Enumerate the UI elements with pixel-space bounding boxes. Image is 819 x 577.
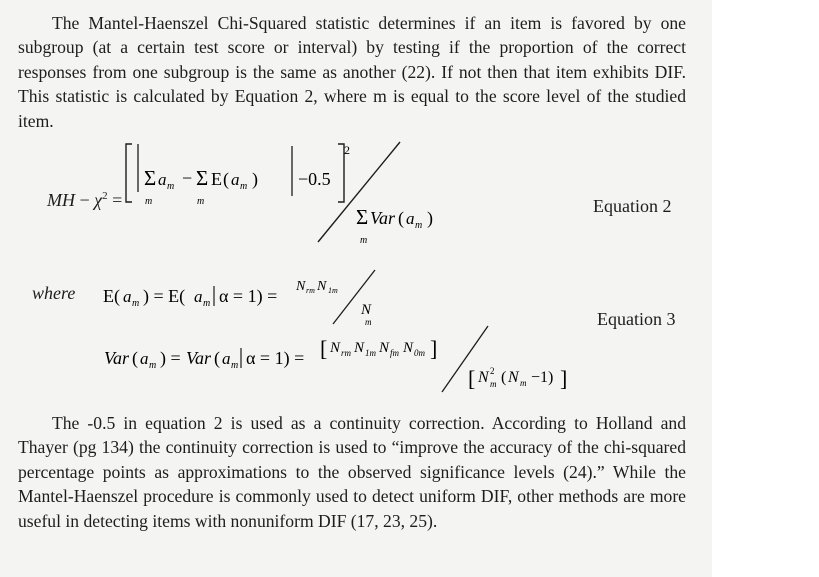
svg-text:m: m	[149, 360, 157, 371]
svg-text:m: m	[365, 317, 372, 327]
equation-2-lhs: MH − $\chi^2$ =	[47, 190, 123, 210]
svg-text:a: a	[194, 287, 203, 306]
equation-3-variance	[104, 322, 604, 402]
svg-text:]: ]	[560, 366, 568, 391]
svg-text:−0.5: −0.5	[298, 169, 331, 189]
svg-text:Var: Var	[370, 208, 396, 228]
svg-text:rm: rm	[306, 286, 315, 295]
svg-text:1m: 1m	[365, 348, 376, 358]
svg-text:−: −	[182, 168, 193, 188]
svg-text:rm: rm	[341, 348, 352, 358]
svg-text:α = 1) =: α = 1) =	[219, 286, 278, 306]
equation-2-formula	[118, 140, 433, 250]
svg-text:Var: Var	[186, 348, 212, 368]
svg-text:m: m	[240, 181, 248, 192]
svg-text:N: N	[508, 369, 519, 386]
svg-text:2: 2	[344, 143, 350, 157]
svg-text:α = 1) =: α = 1) =	[246, 348, 305, 368]
svg-text:m: m	[360, 235, 368, 246]
svg-text:m: m	[490, 379, 497, 389]
svg-text:N: N	[361, 302, 372, 318]
svg-text:N: N	[330, 340, 341, 356]
svg-text:m: m	[415, 220, 423, 231]
svg-text:E(: E(	[103, 286, 120, 306]
svg-text:(: (	[214, 348, 220, 368]
svg-text:a: a	[406, 209, 415, 228]
svg-text:): )	[427, 208, 433, 228]
svg-text:(: (	[398, 208, 404, 228]
svg-text:(: (	[501, 369, 507, 386]
svg-text:Σ: Σ	[196, 166, 209, 190]
svg-text:Σ: Σ	[144, 166, 157, 190]
svg-text:E: E	[211, 169, 222, 189]
equation-2-label: Equation 2	[593, 196, 672, 216]
svg-text:m: m	[167, 181, 175, 192]
svg-text:a: a	[231, 170, 240, 189]
svg-text:fm: fm	[390, 348, 399, 358]
svg-text:(: (	[132, 348, 138, 368]
svg-text:N: N	[354, 340, 365, 356]
svg-text:m: m	[145, 196, 153, 207]
svg-text:N: N	[478, 369, 489, 386]
svg-text:m: m	[197, 196, 205, 207]
svg-text:a: a	[123, 287, 132, 306]
svg-text:) =: ) =	[160, 348, 181, 368]
svg-text:1m: 1m	[328, 286, 338, 295]
blank-margin	[712, 0, 819, 577]
equation-3-where: where	[32, 283, 76, 303]
svg-text:a: a	[222, 349, 231, 368]
svg-text:) = E(: ) = E(	[143, 286, 186, 306]
svg-text:(: (	[223, 169, 229, 189]
svg-text:a: a	[140, 349, 149, 368]
svg-text:N: N	[317, 279, 327, 294]
svg-text:−1): −1)	[531, 369, 554, 386]
svg-text:): )	[252, 169, 258, 189]
equation-3-label: Equation 3	[597, 309, 676, 329]
svg-text:a: a	[158, 170, 167, 189]
paragraph-continuity-correction: The -0.5 in equation 2 is used as a continuity correction. According to Holland and Thayer (pg 134) the continuity correction is used to “improve the accuracy of the chi-squared percentage points as approximations to the observed significance levels (24).” While the Mantel-Haenszel procedure is commonly used to detect uniform DIF, other methods are more useful in detecting items with nonuniform DIF (17, 23, 25).	[18, 413, 686, 531]
svg-text:N: N	[296, 279, 306, 294]
svg-text:m: m	[231, 360, 239, 371]
svg-text:2: 2	[490, 366, 495, 376]
svg-text:]: ]	[430, 336, 438, 361]
svg-text:Var: Var	[104, 348, 130, 368]
svg-text:m: m	[203, 298, 211, 309]
svg-text:0m: 0m	[414, 348, 425, 358]
svg-text:N: N	[379, 340, 390, 356]
svg-text:m: m	[520, 378, 527, 388]
svg-text:m: m	[132, 298, 140, 309]
svg-text:Σ: Σ	[356, 205, 369, 229]
svg-text:[: [	[468, 366, 476, 391]
svg-text:[: [	[320, 336, 328, 361]
paragraph-intro: The Mantel-Haenszel Chi-Squared statistic determines if an item is favored by one subgroup (at a certain test score or interval) by testing if the proportion of the correct responses from one subgroup is the same as another (22). If not then that item exhibits DIF. This statistic is calculated by Equation 2, where m is equal to the score level of the studied item.	[18, 13, 686, 131]
svg-text:N: N	[403, 340, 414, 356]
